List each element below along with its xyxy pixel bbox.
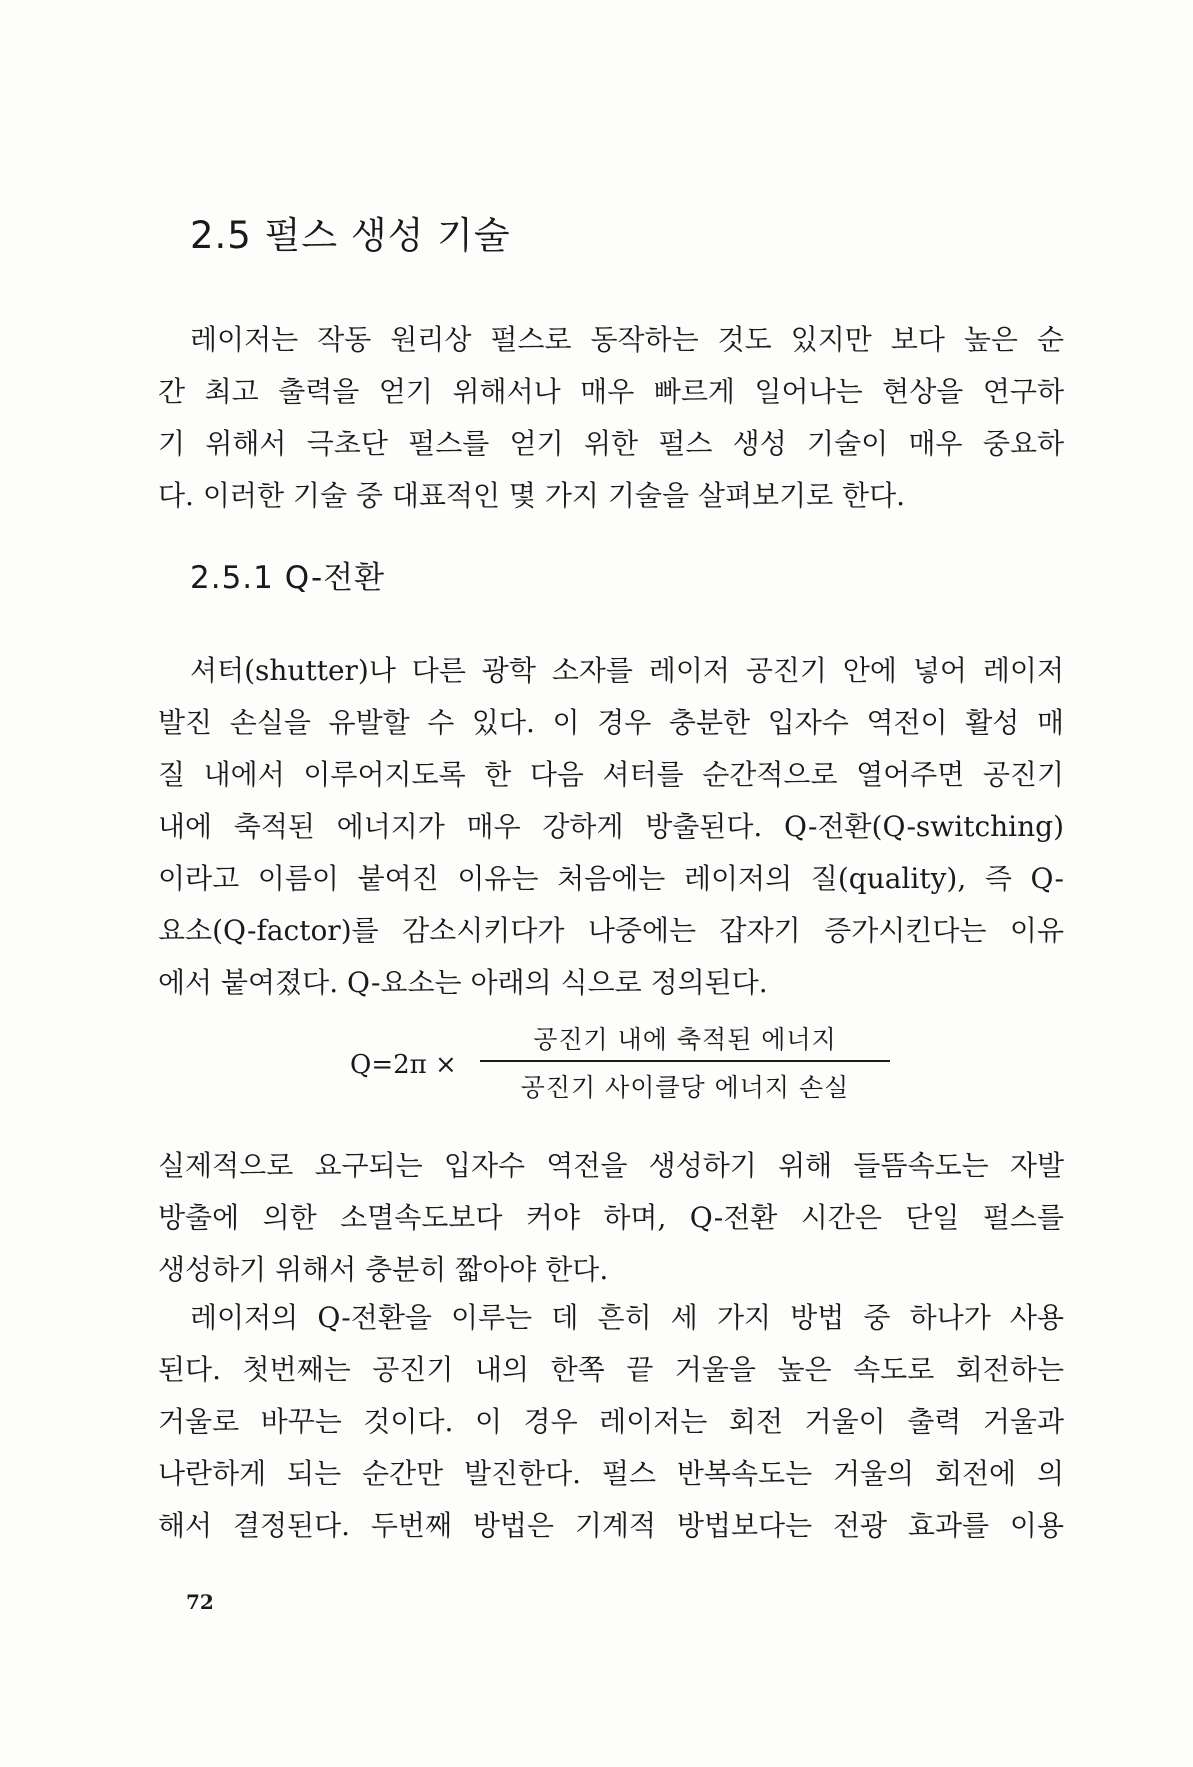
q-factor-formula bbox=[350, 1020, 890, 1110]
text-line: 나란하게 되는 순간만 발진한다. 펄스 반복속도는 거울의 회전에 의 bbox=[158, 1457, 1064, 1490]
section-heading: 2.5 펄스 생성 기술 bbox=[190, 214, 511, 257]
page-number: 72 bbox=[186, 1590, 214, 1614]
formula-lhs: Q=2π × bbox=[350, 1050, 457, 1080]
text-line: 셔터(shutter)나 다른 광학 소자를 레이저 공진기 안에 넣어 레이저 bbox=[190, 654, 1064, 687]
text-line: 해서 결정된다. 두번째 방법은 기계적 방법보다는 전광 효과를 이용 bbox=[158, 1509, 1064, 1542]
text-line: 된다. 첫번째는 공진기 내의 한쪽 끝 거울을 높은 속도로 회전하는 bbox=[158, 1353, 1064, 1386]
text-line: 레이저의 Q-전환을 이루는 데 흔히 세 가지 방법 중 하나가 사용 bbox=[190, 1301, 1064, 1334]
text-line: 방출에 의한 소멸속도보다 커야 하며, Q-전환 시간은 단일 펄스를 bbox=[158, 1201, 1064, 1234]
text-line: 레이저는 작동 원리상 펄스로 동작하는 것도 있지만 보다 높은 순 bbox=[190, 323, 1064, 356]
text-line: 이라고 이름이 붙여진 이유는 처음에는 레이저의 질(quality), 즉 Q- bbox=[158, 862, 1064, 895]
text-line: 요소(Q-factor)를 감소시키다가 나중에는 갑자기 증가시킨다는 이유 bbox=[158, 914, 1064, 947]
text-line: 생성하기 위해서 충분히 짧아야 한다. bbox=[158, 1253, 609, 1286]
paragraph-methods bbox=[158, 1292, 1064, 1552]
text-line: 다. 이러한 기술 중 대표적인 몇 가지 기술을 살펴보기로 한다. bbox=[158, 479, 906, 512]
text-line: 내에 축적된 에너지가 매우 강하게 방출된다. Q-전환(Q-switching) bbox=[158, 810, 1064, 843]
paragraph-q-switching bbox=[158, 645, 1064, 1009]
formula-fraction bbox=[480, 1020, 890, 1104]
paragraph-intro bbox=[158, 314, 1064, 522]
text-line: 간 최고 출력을 얻기 위해서나 매우 빠르게 일어나는 현상을 연구하 bbox=[158, 375, 1064, 408]
text-line: 질 내에서 이루어지도록 한 다음 셔터를 순간적으로 열어주면 공진기 bbox=[158, 758, 1064, 791]
formula-numerator: 공진기 내에 축적된 에너지 bbox=[533, 1025, 837, 1054]
text-line: 발진 손실을 유발할 수 있다. 이 경우 충분한 입자수 역전이 활성 매 bbox=[158, 706, 1064, 739]
paragraph-requirements bbox=[158, 1140, 1064, 1296]
subsection-heading: 2.5.1 Q-전환 bbox=[190, 560, 386, 596]
fraction-bar bbox=[480, 1060, 890, 1062]
text-line: 기 위해서 극초단 펄스를 얻기 위한 펄스 생성 기술이 매우 중요하 bbox=[158, 427, 1064, 460]
text-line: 에서 붙여졌다. Q-요소는 아래의 식으로 정의된다. bbox=[158, 966, 768, 999]
text-line: 실제적으로 요구되는 입자수 역전을 생성하기 위해 들뜸속도는 자발 bbox=[158, 1149, 1064, 1182]
formula-denominator: 공진기 사이클당 에너지 손실 bbox=[520, 1073, 850, 1102]
text-line: 거울로 바꾸는 것이다. 이 경우 레이저는 회전 거울이 출력 거울과 bbox=[158, 1405, 1064, 1438]
